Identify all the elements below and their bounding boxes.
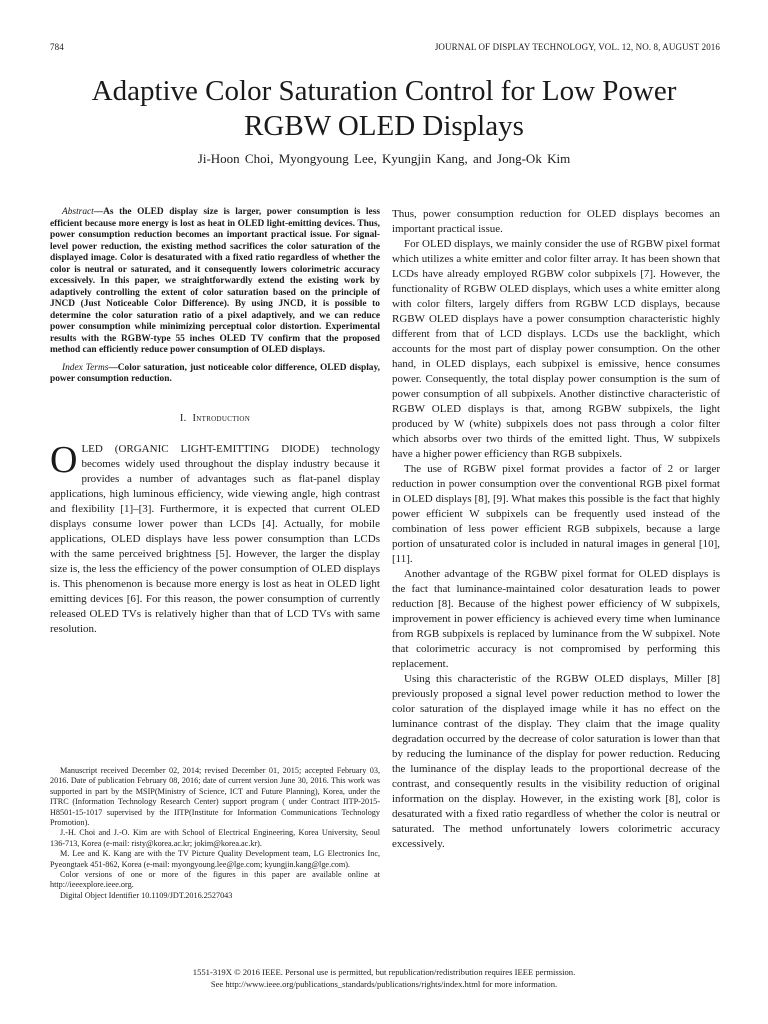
section-title: Introduction xyxy=(192,412,251,424)
footnote-color-versions: Color versions of one or more of the figures in this paper are available online at http://ieeexplore.ieee.org. xyxy=(50,870,380,890)
section-number: I. xyxy=(179,412,187,424)
drop-cap: O xyxy=(50,438,78,481)
paper-title xyxy=(40,74,728,144)
paragraph: Another advantage of the RGBW pixel format for OLED displays is the fact that luminance-maintained color desaturation leads to power reduction [8]. Because of the highest power efficiency of W subpixels, improvement in power efficiency is achieved every time when luminance from RGB subpixels is replaced by luminance from the W subpixel. Note that colorimetric accuracy is not compromised by performing this replacement. xyxy=(392,568,720,670)
section-heading xyxy=(50,411,380,426)
copyright-line-1: 1551-319X © 2016 IEEE. Personal use is permitted, but republication/redistribution requires IEEE permission. xyxy=(192,967,576,977)
footnote-manuscript: Manuscript received December 02, 2014; revised December 01, 2015; accepted February 03, 2016. Date of publication February 08, 2016; date of current version June 30, 2016. This work was supported in part by the MSIP(Ministry of Science, ICT and Future Planning), Korea, under the ITRC (Information Technology Research Center) support program ( under Contract IITP-2015-H8501-15-1017 supervised by the IITP(Institute for Information Communications Technology Promotion). xyxy=(50,766,380,828)
paragraph: The use of RGBW pixel format provides a factor of 2 or larger reduction in power consumption over the conventional RGB pixel format in OLED displays [8], [9]. What makes this possible is the fact that highly power efficient W subpixels can be frequently used instead of the combination of less power efficient RGB subpixels, because a large portion of unsaturated color is included in natural images in general [10], [11]. xyxy=(392,463,720,565)
title-line-1: Adaptive Color Saturation Control for Low Power xyxy=(91,75,677,107)
footnote-affiliation-2: M. Lee and K. Kang are with the TV Picture Quality Development team, LG Electronics Inc, Pyeongtaek 451-862, Korea (e-mail: myongyoung.lee@lge.com; kyungjin.kang@lge.com). xyxy=(50,849,380,869)
paragraph: Using this characteristic of the RGBW OLED displays, Miller [8] previously proposed a signal level power reduction method to lower the color saturation of the displayed image while it has no effect on the luminance contrast of the display. They claim that the image quality degradation occurred by the decrease of color saturation is lower than that by reducing the luminance of the display for power reduction. Reducing the luminance of the display leads to the proportional decrease of the contrast, and consequently results in the visibility reduction of original information on the display. However, in the existing work [8], color is desaturated with a fixed ratio regardless of whether the color is neutral or saturated. The method unfortunately lowers colorimetric accuracy excessively. xyxy=(392,673,720,850)
index-terms-text: —Color saturation, just noticeable color difference, OLED display, power consumption reduction. xyxy=(50,362,381,384)
index-terms-lead: Index Terms xyxy=(62,362,109,373)
index-terms xyxy=(50,363,380,386)
page-number: 784 xyxy=(50,42,64,52)
copyright-line-2: See http://www.ieee.org/publications_standards/publications/rights/index.html for more information. xyxy=(210,979,558,989)
abstract-text: —As the OLED display size is larger, power consumption is less efficient because more energy is lost as heat in OLED light-emitting devices. Thus, power consumption reduction becomes an important practical issue. For signal-level power reduction, the existing method sacrifices the color saturation of the displayed image. Color is desaturated with a fixed ratio regardless of whether the color is neutral or saturated, and it consequently lowers colorimetric accuracy excessively. In this paper, we straightforwardly extend the existing work by adaptively controlling the extent of color saturation based on the principle of JNCD (Just Noticeable Color Difference). By using JNCD, it is possible to determine the color saturation ratio of a pixel adaptively, and we can reduce power consumption while minimizing perceptual color distortion. Experimental results with the RGBW-type 55 inches OLED TV confirm that the proposed method can efficiently reduce power consumption of OLED displays. xyxy=(50,207,380,355)
intro-text: LED (ORGANIC LIGHT-EMITTING DIODE) technology becomes widely used throughout the display industry because it provides a number of advantages such as flat-panel display applications, high luminous efficiency, wide viewing angle, high contrast and flexibility [1]–[3]. Furthermore, it is expected that current OLED displays consume lower power than LCDs [4]. Actually, for mobile applications, OLED displays have less power consumption than LCDs with the same perceived brightness [5]. However, the larger the display size is, the less the efficiency of the power consumption of OLED displays is. This phenomenon is because more energy is lost as heat in OLED light emitting devices [6]. For this reason, the power consumption of currently released OLED TVs is relatively higher than that of LCD TVs with same resolution. xyxy=(50,442,380,635)
left-column xyxy=(50,207,380,637)
footnote-doi: Digital Object Identifier 10.1109/JDT.2016.2527043 xyxy=(60,890,233,900)
paragraph: Thus, power consumption reduction for OLED displays becomes an important practical issue. xyxy=(392,208,720,235)
footnotes xyxy=(50,766,380,901)
title-line-2: RGBW OLED Displays xyxy=(244,110,524,142)
copyright-notice xyxy=(40,966,728,990)
abstract xyxy=(50,207,380,357)
footnote-affiliation-1: J.-H. Choi and J.-O. Kim are with School of Electrical Engineering, Korea University, Seoul 136-713, Korea (e-mail: risty@korea.ac.kr; jokim@korea.ac.kr). xyxy=(50,828,380,848)
author-list: Ji-Hoon Choi, Myongyoung Lee, Kyungjin Kang, and Jong-Ok Kim xyxy=(197,151,571,166)
journal-header: JOURNAL OF DISPLAY TECHNOLOGY, VOL. 12, NO. 8, AUGUST 2016 xyxy=(434,42,720,52)
paragraph: For OLED displays, we mainly consider the use of RGBW pixel format which utilizes a white emitter and color filter array. It has been shown that LCDs have already employed RGBW color subpixels [7]. However, the functionality of RGBW OLED displays, which uses a white emitter along with color filters, largely differs from RGBW LCD displays, because RGBW OLED displays have a power consumption characteristic highly different from that of LCD displays. LCDs use the backlight, which accounts for the most part of display power consumption. On the other hand, in OLED displays, each subpixel is emissive, hence consumes power. Consequently, the total display power consumption is the sum of power consumption of all subpixels. Another distinctive characteristic of RGBW OLED displays is that, among RGBW subpixels, the light produced by W (white) subpixels does not pass through a color filter which absorbs over two thirds of the emitted light. Thus, W subpixels have a higher power efficiency than RGB subpixels. xyxy=(392,238,720,460)
abstract-lead: Abstract xyxy=(62,207,94,217)
intro-paragraph xyxy=(50,438,380,637)
right-column xyxy=(392,207,720,852)
